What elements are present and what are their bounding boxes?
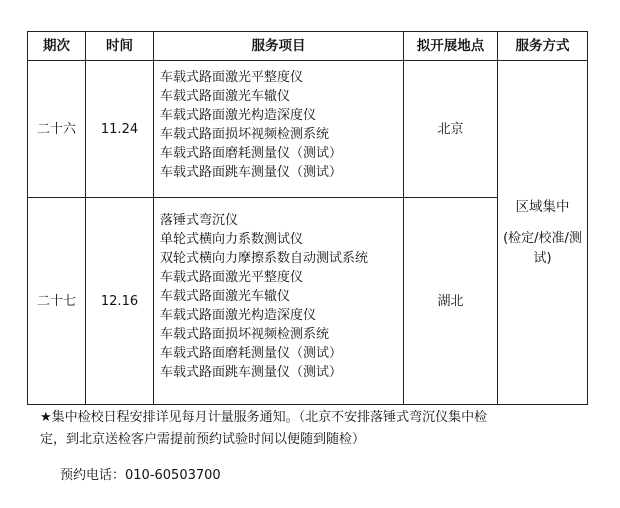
note-line-2: 定，到北京送检客户需提前预约试验时间以便随到随检） bbox=[40, 432, 366, 447]
list-item: 车载式路面损坏视频检测系统 bbox=[160, 327, 330, 342]
list-item: 单轮式横向力系数测试仪 bbox=[160, 232, 304, 247]
items-cell bbox=[154, 61, 404, 198]
booking-phone: 预约电话：010-60503700 bbox=[60, 468, 221, 483]
header-method: 服务方式 bbox=[498, 32, 588, 61]
list-item: 落锤式弯沉仪 bbox=[160, 213, 239, 228]
time-cell: 12.16 bbox=[86, 198, 154, 405]
list-item: 车载式路面跳车测量仪（测试） bbox=[160, 365, 343, 380]
time-cell: 11.24 bbox=[86, 61, 154, 198]
period-cell: 二十六 bbox=[28, 61, 86, 198]
method-sub-text: (检定/校准/测试) bbox=[503, 230, 582, 266]
schedule-note bbox=[40, 407, 588, 451]
period-cell: 二十七 bbox=[28, 198, 86, 405]
list-item: 车载式路面激光车辙仪 bbox=[160, 89, 291, 104]
method-main-text: 区域集中 bbox=[515, 198, 570, 215]
location-cell: 北京 bbox=[404, 61, 498, 198]
header-location: 拟开展地点 bbox=[404, 32, 498, 61]
items-cell bbox=[154, 198, 404, 405]
service-item-list bbox=[154, 198, 403, 382]
header-items: 服务项目 bbox=[154, 32, 404, 61]
list-item: 车载式路面激光车辙仪 bbox=[160, 289, 291, 304]
list-item: 车载式路面激光平整度仪 bbox=[160, 270, 304, 285]
service-schedule-table bbox=[27, 31, 588, 405]
list-item: 车载式路面激光构造深度仪 bbox=[160, 308, 317, 323]
location-cell: 湖北 bbox=[404, 198, 498, 405]
list-item: 车载式路面磨耗测量仪（测试） bbox=[160, 146, 343, 161]
list-item: 车载式路面跳车测量仪（测试） bbox=[160, 165, 343, 180]
table-header-row bbox=[28, 32, 588, 61]
service-item-list bbox=[154, 61, 403, 182]
table-row bbox=[28, 61, 588, 198]
header-period: 期次 bbox=[28, 32, 86, 61]
list-item: 双轮式横向力摩擦系数自动测试系统 bbox=[160, 251, 369, 266]
method-cell bbox=[498, 61, 588, 405]
header-time: 时间 bbox=[86, 32, 154, 61]
list-item: 车载式路面损坏视频检测系统 bbox=[160, 127, 330, 142]
list-item: 车载式路面磨耗测量仪（测试） bbox=[160, 346, 343, 361]
list-item: 车载式路面激光平整度仪 bbox=[160, 70, 304, 85]
list-item: 车载式路面激光构造深度仪 bbox=[160, 108, 317, 123]
note-line-1: ★集中检校日程安排详见每月计量服务通知。（北京不安排落锤式弯沉仪集中检 bbox=[40, 410, 488, 425]
